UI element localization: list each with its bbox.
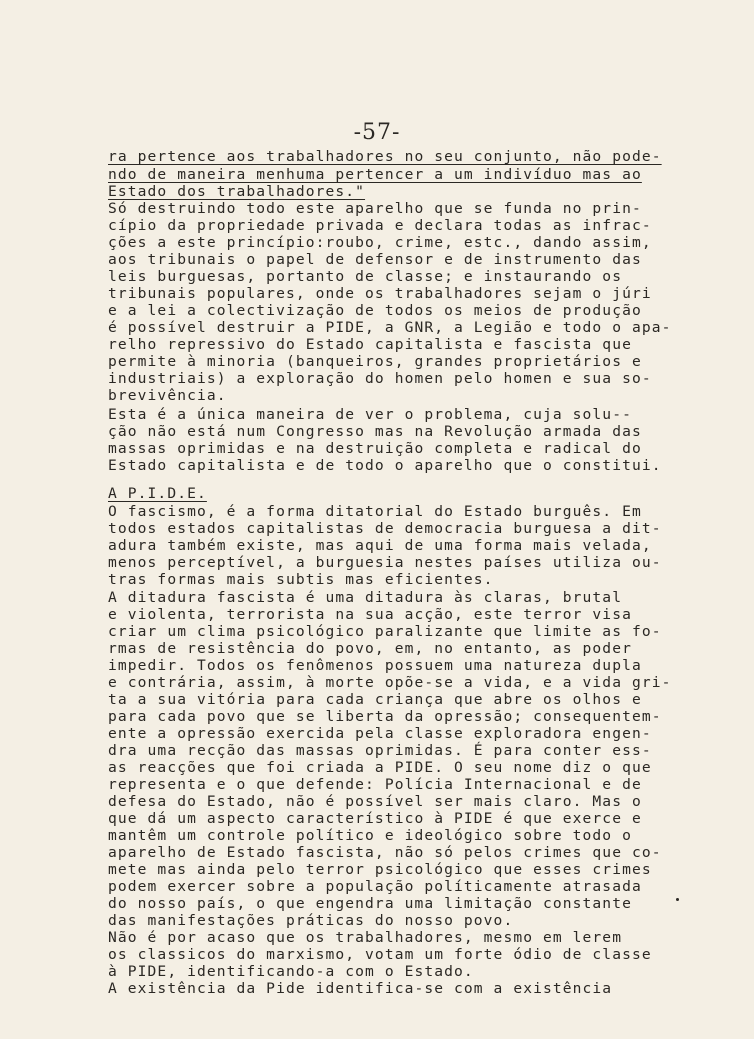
text-line: ente a opressão exercida pela classe exploradora engen- — [108, 725, 652, 742]
text-line: ções a este princípio:roubo, crime, estc., dando assim, — [108, 234, 652, 251]
text-line: todos estados capitalistas de democracia burguesa a dit- — [108, 520, 662, 537]
text-line: Estado capitalista e de todo o aparelho que o constitui. — [108, 457, 662, 474]
text-line: rmas de resistência do povo, em, no entanto, as poder — [108, 640, 632, 657]
text-line: tras formas mais subtis mas eficientes. — [108, 571, 494, 588]
text-line: e violenta, terrorista na sua acção, este terror visa — [108, 606, 632, 623]
text-line: Só destruindo todo este aparelho que se funda no prin- — [108, 200, 642, 217]
text-line: defesa do Estado, não é possível ser mais claro. Mas o — [108, 793, 642, 810]
text-line: do nosso país, o que engendra uma limitação constante — [108, 895, 632, 912]
text-line: industriais) a exploração do homen pelo homen e sua so- — [108, 370, 652, 387]
text-line: Estado dos trabalhadores." — [108, 183, 366, 200]
text-line: A ditadura fascista é uma ditadura às claras, brutal — [108, 589, 623, 606]
text-line: O fascismo, é a forma ditatorial do Estado burguês. Em — [108, 503, 642, 520]
text-line: e contrária, assim, à morte opõe-se a vida, e a vida gri- — [108, 674, 672, 691]
text-line: relho repressivo do Estado capitalista e fascista que — [108, 336, 632, 353]
text-line: aos tribunais o papel de defensor e de instrumento das — [108, 251, 642, 268]
page-number: -57- — [353, 120, 401, 145]
text-line: para cada povo que se liberta da opressão; consequentem- — [108, 708, 662, 725]
text-line: massas oprimidas e na destruição completa e radical do — [108, 440, 642, 457]
text-line: brevivência. — [108, 387, 227, 404]
text-line: representa e o que defende: Polícia Internacional e de — [108, 776, 642, 793]
text-line: podem exercer sobre a população políticamente atrasada — [108, 878, 642, 895]
text-line: das manifestações práticas do nosso povo. — [108, 912, 514, 929]
text-line: mantêm um controle político e ideológico sobre todo o — [108, 827, 632, 844]
text-line: A existência da Pide identifica-se com a existência — [108, 980, 613, 997]
text-line: ra pertence aos trabalhadores no seu conjunto, não pode- — [108, 148, 662, 165]
text-line: ndo de maneira menhuma pertencer a um indivíduo mas ao — [108, 166, 642, 183]
text-line: mete mas ainda pelo terror psicológico que esses crimes — [108, 861, 652, 878]
text-line: ção não está num Congresso mas na Revolução armada das — [108, 423, 642, 440]
text-line: cípio da propriedade privada e declara todas as infrac- — [108, 217, 652, 234]
text-line: menos perceptível, a burguesia nestes países utiliza ou- — [108, 554, 662, 571]
text-line: permite à minoria (banqueiros, grandes proprietários e — [108, 353, 642, 370]
section-heading: A P.I.D.E. — [108, 485, 207, 502]
text-line: dra uma recção das massas oprimidas. É para conter ess- — [108, 742, 652, 759]
text-line: ta a sua vitória para cada criança que abre os olhos e — [108, 691, 642, 708]
text-line: leis burguesas, portanto de classe; e instaurando os — [108, 268, 623, 285]
ink-dot — [676, 898, 679, 901]
text-line: e a lei a colectivização de todos os meios de produção — [108, 302, 642, 319]
text-line: é possível destruir a PIDE, a GNR, a Legião e todo o apa- — [108, 319, 672, 336]
text-line: que dá um aspecto característico à PIDE é que exerce e — [108, 810, 642, 827]
text-line: Esta é a única maneira de ver o problema, cuja solu-- — [108, 406, 632, 423]
text-line: Não é por acaso que os trabalhadores, mesmo em lerem — [108, 929, 623, 946]
text-line: criar um clima psicológico paralizante que limite as fo- — [108, 623, 662, 640]
text-line: adura também existe, mas aqui de uma forma mais velada, — [108, 537, 652, 554]
text-line: à PIDE, identificando-a com o Estado. — [108, 963, 474, 980]
text-line: tribunais populares, onde os trabalhadores sejam o júri — [108, 285, 652, 302]
text-line: impedir. Todos os fenômenos possuem uma natureza dupla — [108, 657, 642, 674]
text-line: os classicos do marxismo, votam um forte ódio de classe — [108, 946, 652, 963]
text-line: aparelho de Estado fascista, não só pelos crimes que co- — [108, 844, 662, 861]
text-line: as reacções que foi criada a PIDE. O seu nome diz o que — [108, 759, 652, 776]
